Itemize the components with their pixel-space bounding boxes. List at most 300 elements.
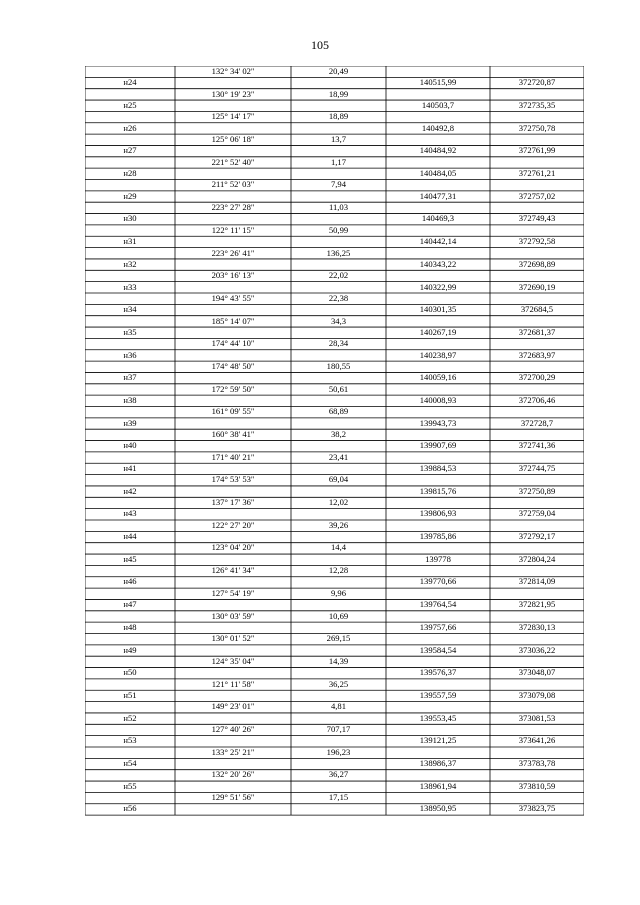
- y-coordinate-cell: [490, 656, 584, 667]
- x-coordinate-cell: 140267,19: [419, 326, 457, 337]
- table-row-point: [85, 554, 584, 565]
- y-coordinate-cell: [490, 588, 584, 599]
- table-row-point: [85, 168, 584, 179]
- angle-cell: 185° 14' 07": [211, 315, 255, 326]
- table-row-point: [85, 213, 584, 224]
- point-name-cell: н39: [123, 417, 137, 428]
- point-name-cell: н28: [123, 168, 137, 179]
- y-coordinate-cell: 372744,75: [518, 463, 556, 474]
- y-coordinate-cell: [490, 474, 584, 485]
- point-name-cell: [85, 248, 175, 259]
- distance-cell: [291, 350, 386, 361]
- x-coordinate-cell: 140238,97: [419, 349, 457, 360]
- x-coordinate-cell: 140477,31: [419, 190, 457, 201]
- y-coordinate-cell: 373783,78: [518, 757, 556, 768]
- angle-cell: 171° 40' 21": [211, 451, 255, 462]
- y-coordinate-cell: [490, 111, 584, 122]
- table-row-point: [85, 350, 584, 361]
- angle-cell: 223° 27' 28": [211, 202, 255, 213]
- y-coordinate-cell: 372792,58: [518, 236, 556, 247]
- table-row-point: [85, 418, 584, 429]
- table-row-segment: [85, 225, 584, 236]
- point-name-cell: н56: [123, 803, 137, 814]
- angle-cell: [175, 440, 291, 451]
- distance-cell: [291, 576, 386, 587]
- y-coordinate-cell: [490, 429, 584, 440]
- y-coordinate-cell: 373823,75: [518, 803, 556, 814]
- table-row-segment: [85, 633, 584, 644]
- table-row-point: [85, 77, 584, 88]
- distance-cell: 14,4: [330, 542, 347, 553]
- point-name-cell: н24: [123, 77, 137, 88]
- table-row-point: [85, 259, 584, 270]
- distance-cell: [291, 645, 386, 656]
- point-name-cell: [85, 406, 175, 417]
- point-name-cell: [85, 588, 175, 599]
- distance-cell: 10,69: [328, 610, 349, 621]
- y-coordinate-cell: 372741,36: [518, 440, 556, 451]
- table-row-leading-segment: [85, 66, 584, 77]
- x-coordinate-cell: [386, 769, 490, 780]
- distance-cell: [291, 145, 386, 156]
- distance-cell: [291, 304, 386, 315]
- table-row-segment: [85, 611, 584, 622]
- point-name-cell: н33: [123, 281, 137, 292]
- y-coordinate-cell: [490, 792, 584, 803]
- x-coordinate-cell: [386, 361, 490, 372]
- point-name-cell: н50: [123, 667, 137, 678]
- angle-cell: 124° 35' 04": [211, 655, 255, 666]
- y-coordinate-cell: 372690,19: [518, 281, 556, 292]
- distance-cell: 20,49: [328, 66, 349, 76]
- y-coordinate-cell: [490, 248, 584, 259]
- y-coordinate-cell: [490, 542, 584, 553]
- table-row-segment: [85, 429, 584, 440]
- table-row-segment: [85, 361, 584, 372]
- x-coordinate-cell: [386, 520, 490, 531]
- y-coordinate-cell: 373079,08: [518, 689, 556, 700]
- x-coordinate-cell: 139785,86: [419, 531, 457, 542]
- table-row-point: [85, 191, 584, 202]
- point-name-cell: н29: [123, 190, 137, 201]
- distance-cell: 17,15: [328, 792, 349, 802]
- x-coordinate-cell: 140008,93: [419, 394, 457, 405]
- angle-cell: 221° 52' 40": [211, 156, 255, 167]
- angle-cell: 137° 17' 36": [211, 497, 255, 508]
- distance-cell: [291, 667, 386, 678]
- y-coordinate-cell: 372750,78: [518, 122, 556, 133]
- y-coordinate-cell: 372698,89: [518, 258, 556, 269]
- table-row-segment: [85, 384, 584, 395]
- point-name-cell: [85, 520, 175, 531]
- angle-cell: 127° 40' 26": [211, 723, 255, 734]
- table-row-segment: [85, 248, 584, 259]
- table-row-segment: [85, 179, 584, 190]
- angle-cell: 121° 11' 58": [211, 678, 255, 689]
- point-name-cell: [85, 565, 175, 576]
- x-coordinate-cell: 139943,73: [419, 417, 457, 428]
- x-coordinate-cell: [386, 679, 490, 690]
- table-row-segment: [85, 769, 584, 780]
- x-coordinate-cell: [386, 633, 490, 644]
- distance-cell: [291, 508, 386, 519]
- point-name-cell: [85, 474, 175, 485]
- angle-cell: 127° 54' 19": [211, 587, 255, 598]
- point-name-cell: н41: [123, 463, 137, 474]
- distance-cell: 180,55: [326, 360, 351, 371]
- x-coordinate-cell: 140442,14: [419, 236, 457, 247]
- point-name-cell: [85, 89, 175, 100]
- x-coordinate-cell: 140343,22: [419, 258, 457, 269]
- table-row-segment: [85, 588, 584, 599]
- point-name-cell: [85, 157, 175, 168]
- point-name-cell: [85, 111, 175, 122]
- point-name-cell: [85, 633, 175, 644]
- table-row-point: [85, 282, 584, 293]
- angle-cell: [175, 304, 291, 315]
- distance-cell: 50,61: [328, 383, 349, 394]
- point-name-cell: [85, 293, 175, 304]
- distance-cell: [291, 440, 386, 451]
- y-coordinate-cell: 372804,24: [518, 553, 556, 564]
- table-row-point: [85, 781, 584, 792]
- x-coordinate-cell: [386, 111, 490, 122]
- angle-cell: [175, 213, 291, 224]
- distance-cell: 12,02: [328, 497, 349, 508]
- angle-cell: 122° 11' 15": [211, 224, 255, 235]
- point-name-cell: н54: [123, 757, 137, 768]
- table-row-point: [85, 372, 584, 383]
- angle-cell: [175, 463, 291, 474]
- distance-cell: [291, 236, 386, 247]
- distance-cell: [291, 100, 386, 111]
- distance-cell: [291, 803, 386, 814]
- x-coordinate-cell: 139584,54: [419, 644, 457, 655]
- point-name-cell: [85, 384, 175, 395]
- point-name-cell: н45: [123, 553, 137, 564]
- angle-cell: [175, 395, 291, 406]
- angle-cell: 132° 34' 02": [211, 66, 255, 76]
- table-row-segment: [85, 452, 584, 463]
- y-coordinate-cell: 372700,29: [518, 372, 556, 383]
- point-name-cell: н36: [123, 349, 137, 360]
- page-number: 105: [311, 38, 329, 52]
- point-name-cell: [85, 270, 175, 281]
- x-coordinate-cell: [386, 202, 490, 213]
- x-coordinate-cell: [386, 248, 490, 259]
- x-coordinate-cell: 139806,93: [419, 508, 457, 519]
- y-coordinate-cell: 372735,35: [518, 100, 556, 111]
- distance-cell: [291, 531, 386, 542]
- y-coordinate-cell: [490, 611, 584, 622]
- point-name-cell: н49: [123, 644, 137, 655]
- point-name-cell: [85, 134, 175, 145]
- y-coordinate-cell: [490, 361, 584, 372]
- y-coordinate-cell: 372814,09: [518, 576, 556, 587]
- angle-cell: 149° 23' 01": [211, 701, 255, 712]
- point-name-cell: [85, 429, 175, 440]
- distance-cell: 136,25: [326, 247, 351, 258]
- distance-cell: 69,04: [328, 474, 349, 485]
- x-coordinate-cell: 139757,66: [419, 621, 457, 632]
- y-coordinate-cell: 372821,95: [518, 599, 556, 610]
- table-row-point: [85, 645, 584, 656]
- distance-cell: [291, 123, 386, 134]
- angle-cell: [175, 486, 291, 497]
- angle-cell: [175, 350, 291, 361]
- x-coordinate-cell: [386, 747, 490, 758]
- x-coordinate-cell: [386, 316, 490, 327]
- table-row-segment: [85, 202, 584, 213]
- distance-cell: 7,94: [330, 179, 347, 190]
- x-coordinate-cell: 140301,35: [419, 304, 457, 315]
- distance-cell: [291, 690, 386, 701]
- x-coordinate-cell: 139764,54: [419, 599, 457, 610]
- y-coordinate-cell: 372749,43: [518, 213, 556, 224]
- y-coordinate-cell: 373048,07: [518, 667, 556, 678]
- distance-cell: 36,25: [328, 678, 349, 689]
- point-name-cell: [85, 769, 175, 780]
- distance-cell: 18,89: [328, 111, 349, 122]
- y-coordinate-cell: [490, 157, 584, 168]
- angle-cell: [175, 622, 291, 633]
- distance-cell: 22,02: [328, 270, 349, 281]
- distance-cell: 23,41: [328, 451, 349, 462]
- angle-cell: [175, 282, 291, 293]
- y-coordinate-cell: [490, 406, 584, 417]
- coordinates-table: [85, 66, 584, 815]
- angle-cell: 123° 04' 20": [211, 542, 255, 553]
- point-name-cell: [85, 679, 175, 690]
- angle-cell: [175, 191, 291, 202]
- point-name-cell: [85, 701, 175, 712]
- point-name-cell: [85, 611, 175, 622]
- y-coordinate-cell: [490, 384, 584, 395]
- table-row-segment: [85, 338, 584, 349]
- y-coordinate-cell: 372830,13: [518, 621, 556, 632]
- distance-cell: 11,03: [328, 202, 349, 213]
- table-row-segment: [85, 89, 584, 100]
- distance-cell: [291, 168, 386, 179]
- x-coordinate-cell: 140322,99: [419, 281, 457, 292]
- angle-cell: [175, 690, 291, 701]
- point-name-cell: н55: [123, 780, 137, 791]
- x-coordinate-cell: [386, 384, 490, 395]
- x-coordinate-cell: [386, 565, 490, 576]
- angle-cell: 174° 44' 10": [211, 338, 255, 349]
- x-coordinate-cell: 140059,16: [419, 372, 457, 383]
- point-name-cell: [85, 316, 175, 327]
- distance-cell: 1,17: [330, 156, 347, 167]
- angle-cell: [175, 123, 291, 134]
- point-name-cell: н26: [123, 122, 137, 133]
- angle-cell: [175, 713, 291, 724]
- angle-cell: [175, 77, 291, 88]
- angle-cell: 129° 51' 56": [211, 792, 255, 802]
- y-coordinate-cell: 372750,89: [518, 485, 556, 496]
- table-row-segment: [85, 157, 584, 168]
- y-coordinate-cell: 373081,53: [518, 712, 556, 723]
- angle-cell: [175, 554, 291, 565]
- point-name-cell: н32: [123, 258, 137, 269]
- point-name-cell: н47: [123, 599, 137, 610]
- y-coordinate-cell: 373641,26: [518, 735, 556, 746]
- angle-cell: [175, 145, 291, 156]
- point-name-cell: [85, 179, 175, 190]
- x-coordinate-cell: [386, 611, 490, 622]
- table-row-point: [85, 576, 584, 587]
- point-name-cell: [85, 225, 175, 236]
- distance-cell: [291, 327, 386, 338]
- point-name-cell: [85, 656, 175, 667]
- table-body: [85, 66, 584, 815]
- distance-cell: [291, 599, 386, 610]
- x-coordinate-cell: [386, 293, 490, 304]
- distance-cell: [291, 463, 386, 474]
- x-coordinate-cell: 139557,59: [419, 689, 457, 700]
- angle-cell: [175, 803, 291, 814]
- table-row-point: [85, 327, 584, 338]
- table-row-segment: [85, 679, 584, 690]
- distance-cell: [291, 713, 386, 724]
- point-name-cell: н34: [123, 304, 137, 315]
- point-name-cell: [85, 361, 175, 372]
- angle-cell: [175, 576, 291, 587]
- point-name-cell: [85, 747, 175, 758]
- angle-cell: [175, 667, 291, 678]
- y-coordinate-cell: 372681,37: [518, 326, 556, 337]
- x-coordinate-cell: [386, 474, 490, 485]
- angle-cell: [175, 645, 291, 656]
- angle-cell: 161° 09' 55": [211, 406, 255, 417]
- table-row-segment: [85, 293, 584, 304]
- x-coordinate-cell: [386, 724, 490, 735]
- angle-cell: [175, 735, 291, 746]
- angle-cell: 160° 38' 41": [211, 429, 255, 439]
- angle-cell: [175, 508, 291, 519]
- angle-cell: 174° 53' 53": [211, 474, 255, 485]
- y-coordinate-cell: [490, 497, 584, 508]
- point-name-cell: [85, 792, 175, 803]
- table-row-point: [85, 531, 584, 542]
- x-coordinate-cell: 139907,69: [419, 440, 457, 451]
- y-coordinate-cell: [490, 338, 584, 349]
- x-coordinate-cell: [386, 701, 490, 712]
- distance-cell: [291, 758, 386, 769]
- y-coordinate-cell: [490, 701, 584, 712]
- x-coordinate-cell: [386, 792, 490, 803]
- y-coordinate-cell: [490, 724, 584, 735]
- table-row-segment: [85, 724, 584, 735]
- table-row-segment: [85, 792, 584, 803]
- table-row-segment: [85, 406, 584, 417]
- angle-cell: [175, 236, 291, 247]
- y-coordinate-cell: [490, 769, 584, 780]
- distance-cell: 12,28: [328, 565, 349, 576]
- angle-cell: [175, 599, 291, 610]
- distance-cell: 9,96: [330, 587, 347, 598]
- y-coordinate-cell: 372757,02: [518, 190, 556, 201]
- y-coordinate-cell: [490, 134, 584, 145]
- distance-cell: [291, 418, 386, 429]
- table-row-point: [85, 622, 584, 633]
- distance-cell: [291, 781, 386, 792]
- x-coordinate-cell: [386, 497, 490, 508]
- distance-cell: 196,23: [326, 746, 351, 757]
- table-row-point: [85, 508, 584, 519]
- angle-cell: 223° 26' 41": [211, 247, 255, 258]
- angle-cell: [175, 100, 291, 111]
- x-coordinate-cell: [386, 225, 490, 236]
- y-coordinate-cell: 372684,5: [520, 304, 554, 315]
- y-coordinate-cell: [490, 270, 584, 281]
- y-coordinate-cell: [490, 679, 584, 690]
- angle-cell: 126° 41' 34": [211, 565, 255, 576]
- table-row-point: [85, 690, 584, 701]
- y-coordinate-cell: 372761,99: [518, 145, 556, 156]
- distance-cell: 39,26: [328, 519, 349, 530]
- y-coordinate-cell: 373036,22: [518, 644, 556, 655]
- distance-cell: [291, 213, 386, 224]
- distance-cell: [291, 395, 386, 406]
- distance-cell: 34,3: [330, 315, 347, 326]
- distance-cell: 707,17: [326, 723, 351, 734]
- table-row-segment: [85, 656, 584, 667]
- distance-cell: 14,39: [328, 655, 349, 666]
- x-coordinate-cell: 140515,99: [419, 77, 457, 88]
- distance-cell: 28,34: [328, 338, 349, 349]
- x-coordinate-cell: 139121,25: [419, 735, 457, 746]
- distance-cell: [291, 259, 386, 270]
- y-coordinate-cell: [490, 520, 584, 531]
- angle-cell: 122° 27' 20": [211, 519, 255, 530]
- table-row-point: [85, 463, 584, 474]
- point-name-cell: н27: [123, 145, 137, 156]
- x-coordinate-cell: 139576,37: [419, 667, 457, 678]
- x-coordinate-cell: 140503,7: [421, 100, 455, 111]
- angle-cell: 133° 25' 21": [211, 746, 255, 757]
- table-row-segment: [85, 134, 584, 145]
- x-coordinate-cell: 139778: [425, 553, 451, 564]
- point-name-cell: [85, 724, 175, 735]
- x-coordinate-cell: 138950,95: [419, 803, 457, 814]
- point-name-cell: [85, 497, 175, 508]
- table-row-point: [85, 735, 584, 746]
- x-coordinate-cell: 140484,05: [419, 168, 457, 179]
- point-name-cell: н52: [123, 712, 137, 723]
- angle-cell: [175, 168, 291, 179]
- angle-cell: 132° 20' 26": [211, 769, 255, 780]
- x-coordinate-cell: [386, 157, 490, 168]
- table-row-segment: [85, 474, 584, 485]
- point-name-cell: н44: [123, 531, 137, 542]
- x-coordinate-cell: [386, 66, 490, 77]
- y-coordinate-cell: 372706,46: [518, 394, 556, 405]
- angle-cell: [175, 372, 291, 383]
- x-coordinate-cell: [386, 270, 490, 281]
- y-coordinate-cell: [490, 66, 584, 77]
- x-coordinate-cell: 139815,76: [419, 485, 457, 496]
- y-coordinate-cell: 372792,17: [518, 531, 556, 542]
- y-coordinate-cell: [490, 202, 584, 213]
- table-row-point: [85, 100, 584, 111]
- x-coordinate-cell: [386, 452, 490, 463]
- distance-cell: 50,99: [328, 224, 349, 235]
- point-name-cell: н30: [123, 213, 137, 224]
- table-row-point: [85, 236, 584, 247]
- angle-cell: [175, 781, 291, 792]
- angle-cell: [175, 327, 291, 338]
